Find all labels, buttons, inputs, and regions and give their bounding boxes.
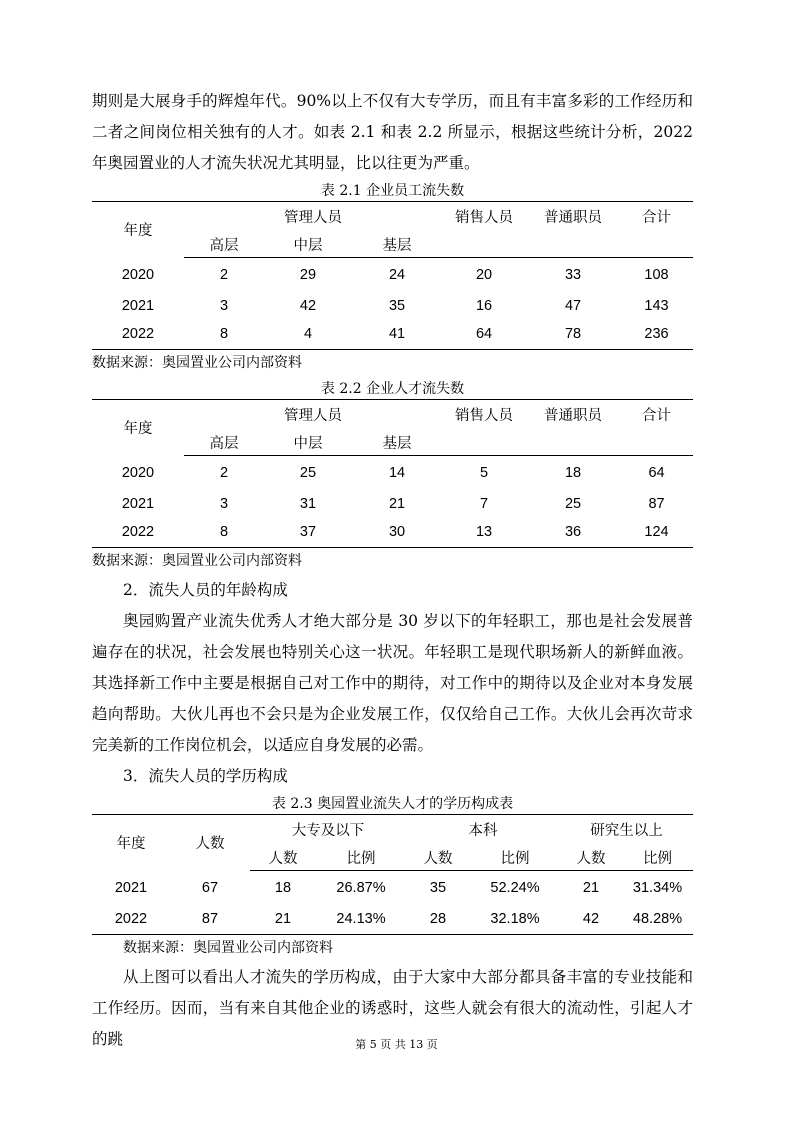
table-cell: 8 (184, 518, 264, 548)
table-header-management: 管理人员 (184, 202, 442, 232)
paragraph-intro: 期则是大展身手的辉煌年代。90%以上不仅有大专学历，而且有丰富多彩的工作经历和二者之间岗位相关独有的人才。如表 2.1 和表 2.2 所显示，根据这些统计分析，2022 年奥园置业的人才流失状况尤其明显，比以往更为严重。 (92, 92, 693, 172)
table-cell: 2021 (121, 495, 155, 512)
table-cell: 2022 (92, 320, 184, 350)
table-2-3-source: 数据来源：奥园置业公司内部资料 (123, 940, 333, 956)
table-cell: 42 (299, 297, 317, 314)
table-cell: 5 (479, 464, 489, 481)
table-2-3-caption: 表 2.3 奥园置业流失人才的学历构成表 (271, 796, 514, 812)
table-cell: 64 (648, 464, 665, 481)
table-header-staff: 普通职员 (526, 202, 620, 232)
table-cell: 2022 (92, 905, 170, 935)
table-header-year: 年度 (92, 202, 184, 258)
table-cell: 2020 (121, 464, 155, 481)
paragraph-education: 从上图可以看出人才流失的学历构成，由于大家中大部分都具备丰富的专业技能和工作经历。因而，当有来自其他企业的诱惑时，这些人就会有很大的流动性，引起人才的跳 (92, 968, 693, 1048)
table-2-2-caption: 表 2.2 企业人才流失数 (320, 381, 465, 397)
table-header-year: 年度 (92, 400, 184, 456)
table-cell: 48.28% (622, 905, 693, 935)
section-heading-age: 2．流失人员的年龄构成 (123, 581, 288, 599)
table-header-staff: 普通职员 (526, 400, 620, 430)
table-header-base: 基层 (352, 232, 442, 258)
table-cell: 64 (442, 320, 526, 350)
page-footer: 第 5 页 共 13 页 (355, 1038, 438, 1051)
table-cell: 124 (620, 518, 693, 548)
table-row (92, 456, 693, 490)
table-header-total: 合计 (620, 400, 693, 430)
table-row (92, 490, 693, 518)
table-cell: 52.24% (490, 879, 540, 896)
table-cell: 87 (648, 495, 665, 512)
document-page (92, 86, 693, 1055)
table-cell: 2 (219, 266, 229, 283)
table-cell: 16 (475, 297, 493, 314)
table-header-management: 管理人员 (184, 400, 442, 430)
table-cell: 42 (560, 905, 622, 935)
table-cell: 47 (564, 297, 582, 314)
table-header-people: 人数 (560, 845, 622, 871)
section-heading-education: 3．流失人员的学历构成 (123, 767, 288, 785)
table-row (92, 905, 693, 935)
table-header-people: 人数 (406, 845, 470, 871)
table-header-sales: 销售人员 (442, 202, 526, 232)
table-header-year: 年度 (92, 815, 170, 871)
table-cell: 2 (219, 464, 229, 481)
table-cell: 18 (274, 879, 292, 896)
table-cell: 4 (264, 320, 352, 350)
table-header-middle: 中层 (264, 430, 352, 456)
table-2-1-caption: 表 2.1 企业员工流失数 (320, 183, 465, 199)
table-cell: 24.13% (316, 905, 406, 935)
table-cell: 2021 (114, 879, 148, 896)
table-header-sales: 销售人员 (442, 400, 526, 430)
table-cell: 20 (475, 266, 493, 283)
paragraph-age: 奥园购置产业流失优秀人才绝大部分是 30 岁以下的年轻职工，那也是社会发展普遍存在的状况，社会发展也特别关心这一状况。年轻职工是现代职场新人的新鲜血液。其选择新工作中主要是根据自己对工作中的期待，对工作中的期待以及企业对本身发展趋向帮助。大伙儿再也不会只是为企业发展工作，仅仅给自己工作。大伙儿会再次苛求完美新的工作岗位机会，以适应自身发展的必需。 (92, 612, 693, 754)
table-cell: 2022 (92, 518, 184, 548)
table-cell: 87 (170, 905, 250, 935)
table-cell: 18 (564, 464, 582, 481)
table-cell: 30 (352, 518, 442, 548)
table-row (92, 292, 693, 320)
table-2-3 (92, 814, 693, 935)
table-header-college: 大专及以下 (250, 815, 406, 845)
table-cell: 25 (299, 464, 317, 481)
table-header-graduate: 研究生以上 (560, 815, 693, 845)
table-row (92, 320, 693, 350)
table-cell: 14 (388, 464, 406, 481)
table-header-ratio: 比例 (622, 845, 693, 871)
table-header-count: 人数 (170, 815, 250, 871)
table-2-1 (92, 201, 693, 350)
table-header-senior: 高层 (184, 430, 264, 456)
table-cell: 29 (299, 266, 317, 283)
table-cell: 28 (406, 905, 470, 935)
table-cell: 24 (388, 266, 406, 283)
table-cell: 143 (644, 297, 669, 314)
table-cell: 31.34% (632, 879, 683, 896)
table-cell: 37 (264, 518, 352, 548)
table-header-senior: 高层 (184, 232, 264, 258)
table-cell: 36 (526, 518, 620, 548)
table-cell: 35 (429, 879, 447, 896)
table-header-middle: 中层 (264, 232, 352, 258)
table-cell: 3 (219, 495, 229, 512)
table-2-1-source: 数据来源：奥园置业公司内部资料 (92, 355, 302, 371)
table-cell: 8 (184, 320, 264, 350)
table-cell: 21 (250, 905, 316, 935)
table-cell: 31 (299, 495, 317, 512)
table-cell: 108 (644, 266, 669, 283)
table-header-total: 合计 (620, 202, 693, 232)
table-2-2 (92, 399, 693, 548)
table-cell: 32.18% (470, 905, 560, 935)
table-header-base: 基层 (352, 430, 442, 456)
table-cell: 33 (564, 266, 582, 283)
table-row (92, 871, 693, 905)
table-cell: 41 (352, 320, 442, 350)
table-cell: 67 (201, 879, 219, 896)
table-cell: 35 (388, 297, 406, 314)
table-cell: 13 (442, 518, 526, 548)
table-header-people: 人数 (250, 845, 316, 871)
table-cell: 26.87% (336, 879, 386, 896)
table-header-ratio: 比例 (470, 845, 560, 871)
table-2-2-source: 数据来源：奥园置业公司内部资料 (92, 553, 302, 569)
table-row (92, 258, 693, 292)
table-header-ratio: 比例 (316, 845, 406, 871)
table-cell: 2020 (121, 266, 155, 283)
table-cell: 21 (582, 879, 600, 896)
table-header-bachelor: 本科 (406, 815, 560, 845)
table-cell: 236 (620, 320, 693, 350)
table-cell: 21 (388, 495, 406, 512)
table-cell: 7 (479, 495, 489, 512)
table-cell: 78 (526, 320, 620, 350)
table-row (92, 518, 693, 548)
table-cell: 2021 (121, 297, 155, 314)
table-cell: 25 (564, 495, 582, 512)
table-cell: 3 (219, 297, 229, 314)
